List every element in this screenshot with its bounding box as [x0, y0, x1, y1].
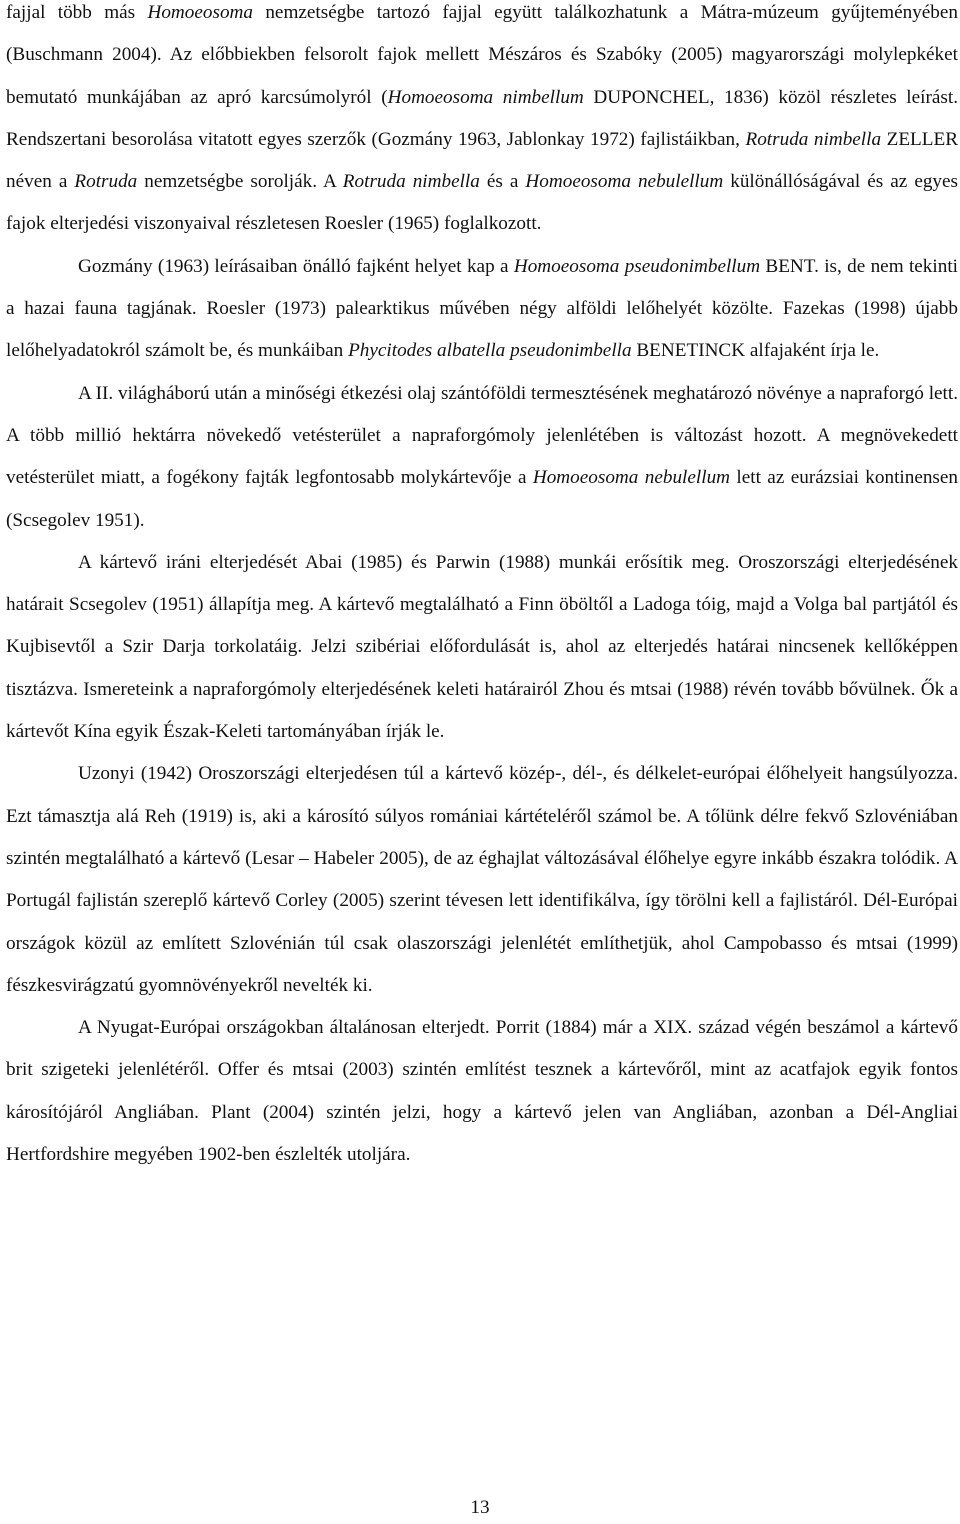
italic-text: Rotruda nimbella — [342, 171, 480, 193]
italic-text: Homoeosoma nimbellum — [387, 86, 584, 108]
italic-text: Homoeosoma — [147, 2, 253, 23]
text-run: BENETINCK alfajaként írja le. — [631, 340, 880, 362]
document-body — [6, 0, 958, 1176]
paragraph — [6, 246, 958, 373]
text-run: ZELLER néven a — [6, 128, 958, 193]
text-run: BENT. is, de nem tekinti a hazai fauna tagjának. Roesler (1973) palearktikus művében négy alföldi lelőhelyét közölte. Fazekas (1998) újabb lelőhelyadatokról számolt be, és munkáiban — [6, 255, 958, 362]
paragraph-container — [6, 0, 958, 1176]
text-run: fajjal több más — [6, 2, 148, 23]
italic-text: Homoeosoma nebulellum — [525, 171, 724, 193]
italic-text: Homoeosoma pseudonimbellum — [513, 255, 761, 277]
text-run: lett az eurázsiai kontinensen (Scsegolev 1951). — [6, 467, 959, 531]
page-number: 13 — [470, 1497, 490, 1518]
paragraph — [6, 0, 958, 246]
text-run: Uzonyi (1942) Oroszországi elterjedésen túl a kártevő közép-, dél-, és délkelet-európai élőhelyeit hangsúlyozza. Ezt támasztja alá Reh (1919) is, aki a károsító súlyos romániai kártételéről számol be. A tőlünk délre fekvő Szlovéniában szintén megtalálható a kártevő (Lesar – Habeler 2005), de az éghajlat változásával élőhelye egyre inkább északra tolódik. A Portugál fajlistán szereplő kártevő Corley (2005) szerint tévesen lett identifikálva, így törölni kell a fajlistáról. Dél-Európai országok közül az említett Szlovénián túl csak olaszországi jelenlétét említhetjük, ahol Campobasso és mtsai (1999) fészkesvirágzatú gyomnövényekről nevelték ki. — [6, 763, 958, 996]
text-run: és a — [479, 171, 526, 193]
text-run: különállóságával és az egyes fajok elterjedési viszonyaival részletesen Roesler (1965) foglalkozott. — [6, 171, 959, 235]
italic-text: Homoeosoma nebulellum — [532, 467, 731, 489]
paragraph — [6, 1007, 958, 1176]
text-run: Gozmány (1963) leírásaiban önálló fajként helyet kap a — [78, 255, 514, 277]
paragraph — [6, 373, 958, 542]
text-run: DUPONCHEL, 1836) közöl részletes leírást. Rendszertani besorolása vitatott egyes szerzők (Gozmány 1963, Jablonkay 1972) fajlistáikban, — [6, 86, 958, 150]
paragraph — [6, 753, 958, 1007]
paragraph — [6, 542, 958, 753]
italic-text: Rotruda nimbella — [745, 128, 882, 150]
italic-text: Rotruda — [74, 171, 138, 193]
text-run: A II. világháború után a minőségi étkezési olaj szántóföldi termesztésének meghatározó növénye a napraforgó lett. A több millió hektárra növekedő vetésterület a napraforgómoly jelenlétében is változást hozott. A megnövekedett vetésterület miatt, a fogékony fajták legfontosabb molykártevője a — [6, 382, 958, 489]
text-run: nemzetségbe tartozó fajjal együtt találkozhatunk a Mátra-múzeum gyűjteményében (Buschmann 2004). Az előbbiekben felsorolt fajok mellett Mészáros és Szabóky (2005) magyarországi molylepkéket bemutató munkájában az apró karcsúmolyról ( — [6, 2, 959, 108]
text-run: A kártevő iráni elterjedését Abai (1985) és Parwin (1988) munkái erősítik meg. Oroszországi elterjedésének határait Scsegolev (1951) állapítja meg. A kártevő megtalálható a Finn öböltől a Ladoga tóig, majd a Volga bal partjától és Kujbisevtől a Szir Darja torkolatáig. Jelzi szibériai előfordulását is, ahol az elterjedés határai nincsenek kellőképpen tisztázva. Ismereteink a napraforgómoly elterjedésének keleti határairól Zhou és mtsai (1988) révén tovább bővülnek. Ők a kártevőt Kína egyik Észak-Keleti tartományában írják le. — [6, 551, 958, 743]
text-run: A Nyugat-Európai országokban általánosan elterjedt. Porrit (1884) már a XIX. század végén beszámol a kártevő brit szigeteki jelenlétéről. Offer és mtsai (2003) szintén említést tesznek a kártevőről, mint az acatfajok egyik fontos károsítójáról Angliában. Plant (2004) szintén jelzi, hogy a kártevő jelen van Angliában, azonban a Dél-Angliai Hertfordshire megyében 1902-ben észlelték utoljára. — [6, 1017, 958, 1166]
italic-text: Phycitodes albatella pseudonimbella — [348, 340, 632, 362]
text-run: nemzetségbe sorolják. A — [137, 171, 343, 193]
